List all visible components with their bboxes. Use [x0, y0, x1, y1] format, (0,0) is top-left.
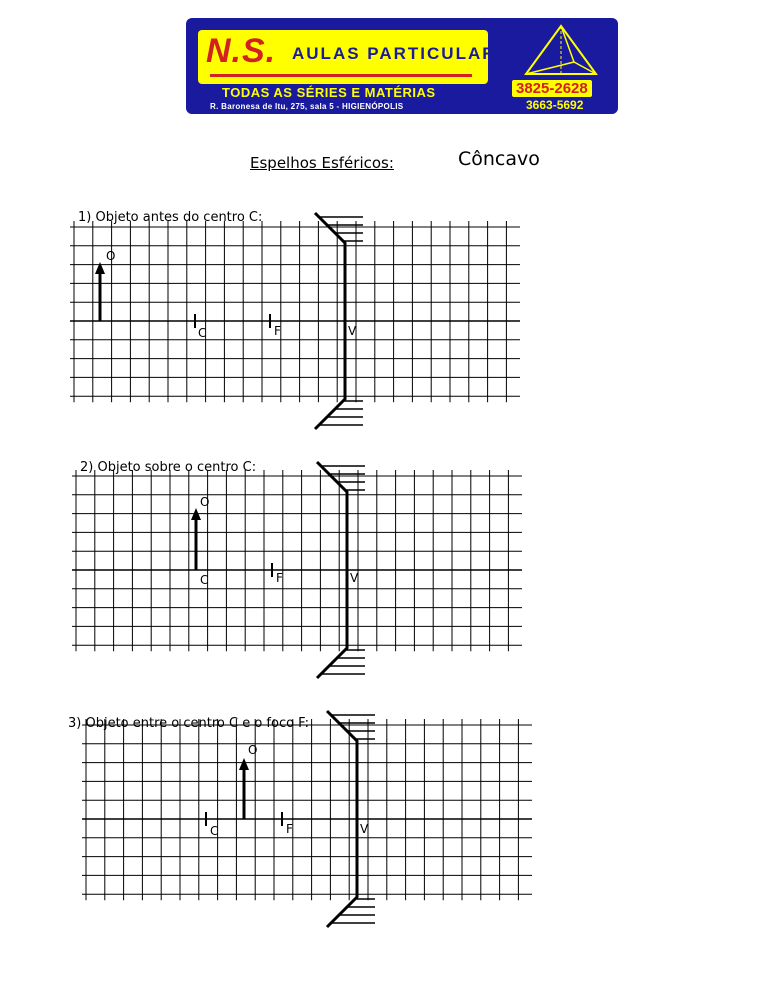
exercise-2-label: 2) Objeto sobre o centro C: — [80, 460, 257, 475]
exercise-2-vertex-label: V — [350, 571, 359, 585]
pyramid-icon — [516, 24, 606, 80]
exercise-2-grid — [72, 470, 522, 651]
exercise-3-object-arrow — [239, 758, 249, 819]
exercise-1-label: 1) Objeto antes do centro C: — [78, 210, 263, 225]
exercise-3-vertex-label: V — [360, 822, 369, 836]
header-banner — [186, 18, 618, 114]
exercise-1-object-label: O — [106, 249, 116, 263]
exercise-3-diagram — [82, 700, 542, 940]
phone-primary: 3825-2628 — [512, 80, 592, 97]
exercise-1-center-label: C — [198, 326, 207, 340]
phone-secondary: 3663-5692 — [526, 98, 584, 112]
exercise-2-focus-label: F — [276, 571, 283, 585]
exercise-1-object-arrow — [95, 262, 105, 321]
brand-subtitle: AULAS PARTICULARES — [292, 44, 524, 63]
exercise-1-diagram — [70, 200, 530, 440]
exercise-3-center-label: C — [210, 824, 219, 838]
exercise-3-object-label: O — [248, 743, 258, 757]
exercise-2-center-label: C — [200, 573, 209, 587]
brand-name: N.S. — [206, 32, 277, 70]
exercise-3-grid — [82, 719, 532, 900]
exercise-1-grid — [70, 221, 520, 402]
title-mirror-type: Côncavo — [458, 148, 540, 170]
address: R. Baronesa de Itu, 275, sala 5 - HIGIENÓPOLIS — [210, 102, 404, 111]
exercise-3-label: 3) Objeto entre o centro C e o foco F: — [68, 716, 310, 731]
exercise-1-vertex-label: V — [348, 324, 357, 338]
exercise-2-object-arrow — [191, 508, 201, 570]
exercise-3-focus-label: F — [286, 822, 293, 836]
exercise-2-object-label: O — [200, 495, 210, 509]
title-topic: Espelhos Esféricos: — [250, 154, 394, 172]
exercise-1-focus-label: F — [274, 324, 281, 338]
exercise-2-diagram — [72, 452, 532, 692]
tagline: TODAS AS SÉRIES E MATÉRIAS — [222, 85, 436, 100]
brand-underline — [210, 74, 472, 77]
